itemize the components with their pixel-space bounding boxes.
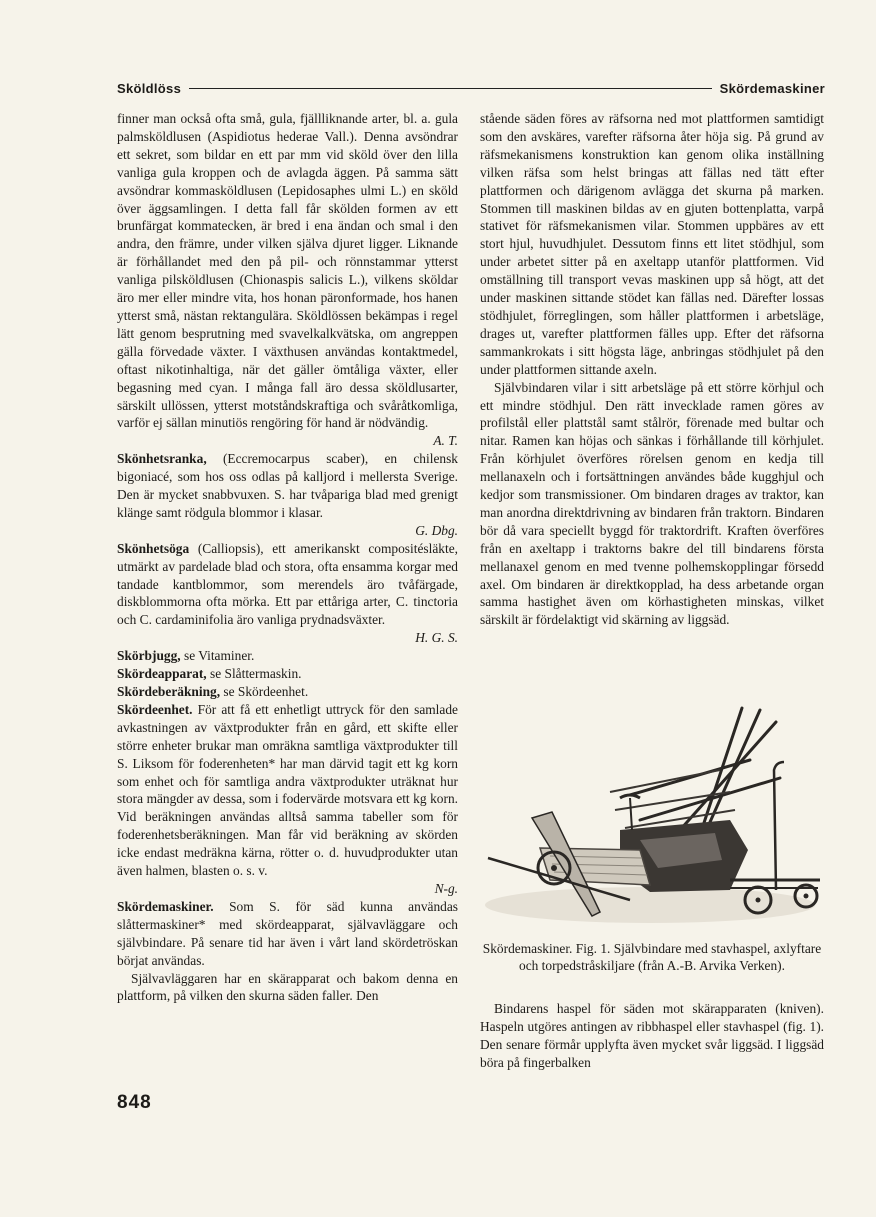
entry [117, 647, 458, 665]
running-header [117, 78, 825, 98]
left-column [117, 110, 458, 1005]
entry [117, 701, 458, 880]
entry-text: se Skördeenhet. [220, 684, 309, 699]
binder-machine-image [480, 700, 824, 932]
paragraph: stående säden föres av räfsorna ned mot plattformen samtidigt som den avskäres, varefter räfsorna åter höja sig. På grund av räfsmekanismens konstruktion kan genom olika inställning vilken räfsa som helst bringas att fällas ned tätt efter plattformen och därigenom avlägga det skurna på marken. Stommen till maskinen bildas av en gjuten bottenplatta, varpå stativet för räfsmekanismen vilar. Stommen uppbäres av ett stort hjul, huvudhjulet. Dessutom finns ett litet stödhjul, som under arbetet sitter på en axeltapp utanför plattformen. Vid omställning till transport vevas maskinen upp så högt, att det under maskinen sittande stödet kan fällas ned. Därefter lossas stödhjulet, förreglingen, som håller plattformen i arbetsläge, drages ut, varefter plattformen fälles upp. Efter det räfsorna sammankrokats i sitt högsta läge, anbringas stödhjulet på den under plattformen sittande axeln. [480, 111, 824, 377]
author-signature: N-g. [434, 880, 458, 896]
entry-headword: Skönhetsranka, [117, 451, 207, 467]
entry [117, 683, 458, 701]
author-signature: G. Dbg. [415, 522, 458, 538]
page-number: 848 [117, 1092, 152, 1113]
entry-text: För att få ett enhetligt uttryck för den samlade avkastningen av växtprodukter från en gård, ett skifte eller större enheter brukar man omräkna samtliga växtprodukter till S. Liksom för foderenheten* har man därvid tagit ett kg korn som enhet och för samtliga andra växtprodukter uträknat hur stora mängder av dessa, som i fodervärde motsvara ett kg korn. Vid beräkningen användas alltså samma tabeller som för foderenhetsberäkningen. Man får vid beräkning av skörden icke endast medräkna kärna, rötter o. d. huvudprodukter utan även halmen, blasten o. s. v. [117, 701, 458, 879]
entry [117, 540, 458, 630]
paragraph: Bindarens haspel för säden mot skärapparaten (kniven). Haspeln utgöres antingen av ribbhaspel eller stavhaspel (fig. 1). Den senare förmår upplyfta även mycket svår liggsäd. I liggsäd böra på fingerbalken [480, 1001, 824, 1070]
figure-caption: Skördemaskiner. Fig. 1. Självbindare med stavhaspel, axlyftare och torpedstråskiljare (från A.-B. Arvika Verken). [482, 941, 822, 973]
entry-text: se Slåttermaskin. [206, 666, 302, 682]
entry-headword: Skördeberäkning, [117, 684, 221, 699]
entry [117, 665, 458, 683]
entry [117, 898, 458, 970]
paragraph: Självbindaren vilar i sitt arbetsläge på ett större körhjul och ett mindre stödhjul. Den rätt invecklade ramen göres av profilstål eller plattstål samt stålrör, förenade med bultar och nitar. Ramen kan höjas och sänkas i förhållande till körhjulet. Från körhjulet överföres rörelsen genom en kedja till mellanaxeln och i fortsättningen användes både kugghjul och kedjor som transmissioner. Om bindaren drages av traktor, kan man anordna direktdrivning av bindaren från traktorn. Bindaren bör då vara speciellt byggd för traktordrift. Kraften överföres från en axeltapp i traktorns bakre del till bindarens första mellanaxel genom en med tvenne polhemskopplingar försedd axel. Om bindaren är direktkopplad, ha dess arbetande organ samma hastighet även om körhastigheten minskas, vilket särskilt är fördelaktigt vid skärning av liggsäd. [480, 379, 824, 628]
header-rule [189, 88, 712, 89]
right-column-continued [480, 1000, 824, 1072]
entry [117, 450, 458, 522]
entry-text: Som S. för säd kunna användas slåttermaskiner* med skördeapparat, självavläggare och självbindare. På senare tid har även i vårt land skördetröskan börjat användas. [117, 898, 458, 968]
header-left-title: Sköldlöss [117, 80, 182, 96]
entry-text: (Eccremocarpus scaber), en chilensk bigoniacé, som hos oss odlas på kalljord i mellersta Sverige. Den är mycket snabbvuxen. S. har tvåpariga blad med grenigt klänge samt rödgula blommor i klasar. [117, 451, 458, 520]
entry-text: (Calliopsis), ett amerikanskt compositésläkte, utmärkt av pardelade blad och stora, ofta ensamma korgar med tandade kantblommor, som merendels äro tvåfärgade, diskblommorna ofta mörka. Ett par ettåriga arter, C. tinctoria och C. cardaminifolia äro vanliga prydnadsväxter. [117, 540, 458, 628]
paragraph: finner man också ofta små, gula, fjällliknande arter, bl. a. gula palmsköldlusen (Aspidiotus hederae Vall.). Denna avsöndrar ett sekret, som bildar en ett par mm vid sköld över den lilla vanliga gula kroppen och de avlagda äggen. På samma sätt avsöndrar kommasköldlusen (Lepidosaphes ulmi L.) en sköld över äggsamlingen. I detta fall får skölden formen av ett brunfärgat kommatecken, är bred i ena ändan och smal i den andra, den främre, under vilken själva djuret ligger. Liknande är förhållandet med den på pil- och rönnstammar ytterst vanliga pilsköldlusen (Chionaspis salicis L.), vilkens sköldar äro mer eller mindre vita, hos honan päronformade, hos hanen ytterst små, nästan rektangulära. Sköldlössen bekämpas i regel lätt genom besprutning med svavelkalkvätska, om angreppen gälla förvedade växter. I växthusen användas kontaktmedel, oftast nikotinhaltiga, när det gäller ömtåliga växter, eller begasning med cyan. I många fall äro dessa sköldlusarter, särskilt ullössen, ytterst motståndskraftiga och svåråtkomliga, varför ej sällan minutiös rengöring för hand är nödvändig. [117, 111, 458, 431]
entry-headword: Skördeapparat, [117, 666, 207, 682]
entry-headword: Skönhetsöga [117, 540, 190, 556]
harvester-illustration [480, 700, 824, 932]
paragraph: Självavläggaren har en skärapparat och bakom denna en plattform, på vilken den skurna säden faller. Den [117, 970, 458, 1004]
author-signature: H. G. S. [415, 630, 458, 646]
entry-text: se Vitaminer. [180, 648, 255, 664]
header-right-title: Skördemaskiner [719, 80, 825, 96]
author-signature: A. T. [433, 433, 458, 449]
entry-headword: Skörbjugg, [117, 648, 181, 664]
right-column [480, 110, 824, 629]
entry-headword: Skördeenhet. [117, 701, 193, 717]
entry-headword: Skördemaskiner. [117, 898, 214, 914]
